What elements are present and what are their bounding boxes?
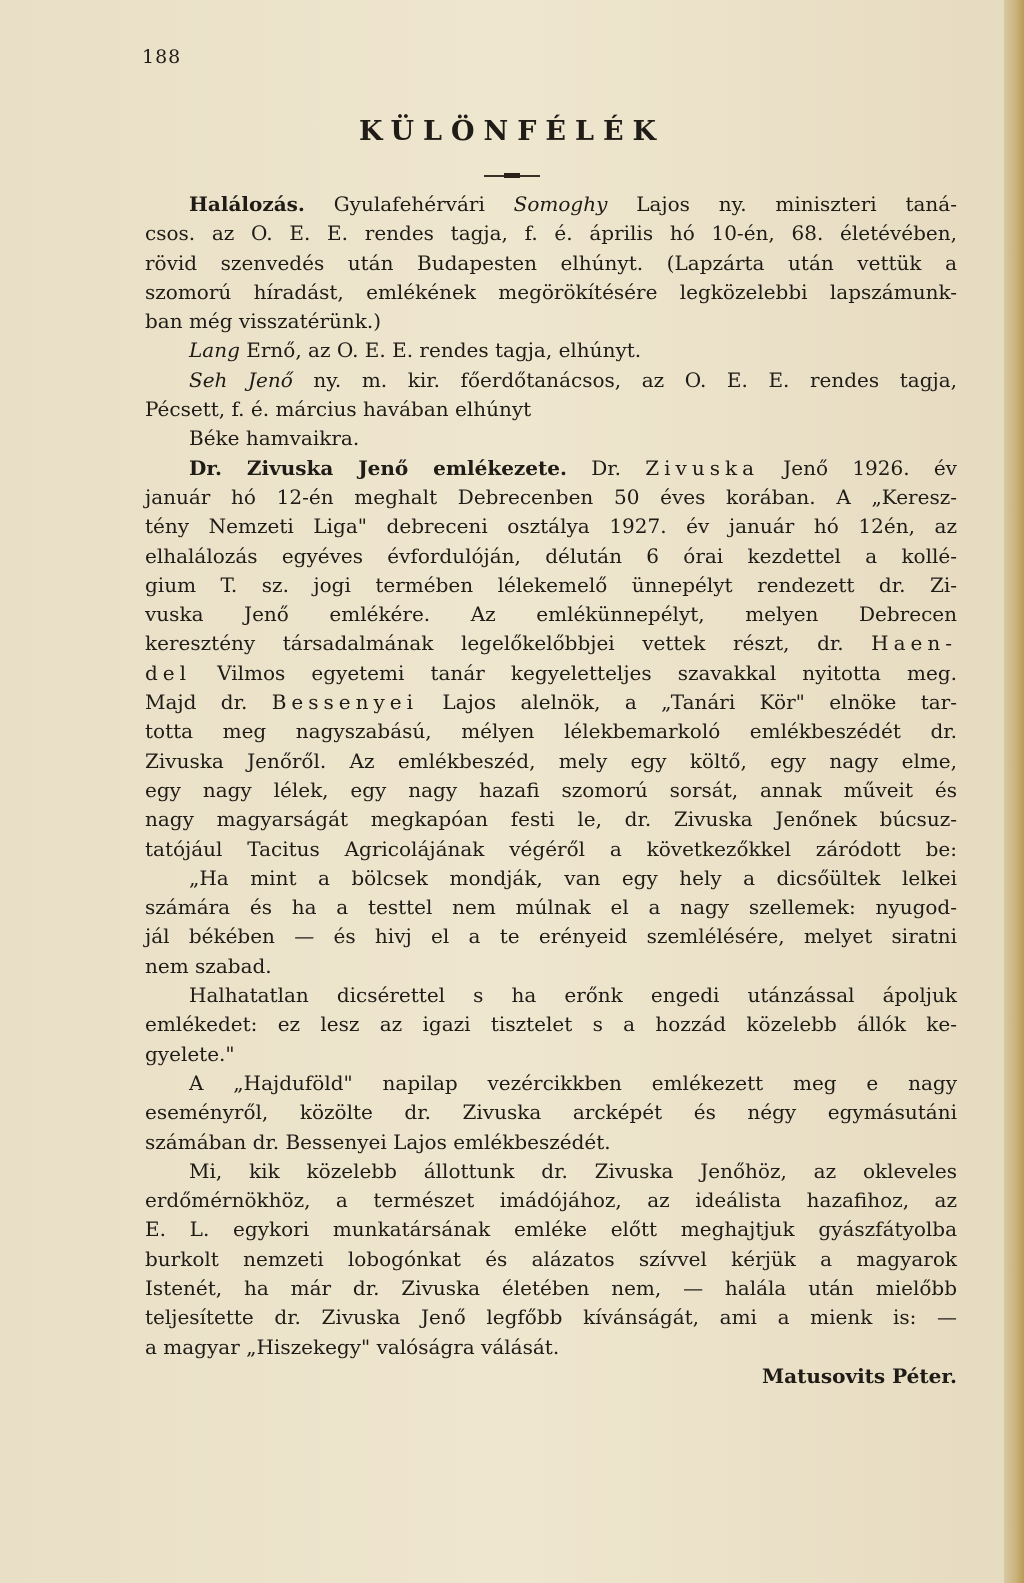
text-line: Mi, kik közelebb állottunk dr. Zivuska Jenőhöz, az okleveles	[189, 1158, 957, 1183]
text-line	[145, 336, 957, 365]
text-line: Béke hamvaikra.	[189, 426, 360, 451]
page-number: 188	[142, 46, 182, 68]
text-span: del	[145, 660, 192, 685]
text-line: tatójául Tacitus Agricolájának végéről a következőkkel záródott be:	[145, 836, 957, 861]
quote-line: nem szabad.	[145, 953, 272, 978]
quote-line: számára és ha a testtel nem múlnak el a nagy szellemek: nyugod-	[145, 895, 957, 920]
person-name: Somoghy	[513, 192, 608, 216]
text-line: totta meg nagyszabású, mélyen lélekbemarkoló emlékbeszédét dr.	[145, 719, 957, 744]
text-span: ny. m. kir. főerdőtanácsos, az O. E. E. rendes tagja,	[292, 367, 957, 392]
section-title-death: Halálozás.	[189, 192, 305, 216]
heading-ornament	[484, 175, 540, 177]
quote-line: emlékedet: ez lesz az igazi tisztelet s a hozzád közelebb állók ke-	[145, 1012, 957, 1037]
text-line: eseményről, közölte dr. Zivuska arcképét és négy egymásutáni	[145, 1100, 957, 1125]
text-span: Lajos alelnök, a „Tanári Kör" elnöke tar-	[418, 690, 957, 715]
text-span: Jenő 1926. év	[759, 455, 957, 480]
text-span: Zivuska	[645, 455, 760, 480]
text-line: a magyar „Hiszekegy" valóságra válását.	[145, 1334, 560, 1359]
text-line: számában dr. Bessenyei Lajos emlékbeszédét.	[145, 1129, 611, 1154]
text-line	[145, 629, 957, 658]
text-line: ban még visszatérünk.)	[145, 309, 382, 334]
article-body	[145, 190, 957, 1391]
page-heading: KÜLÖNFÉLÉK	[358, 116, 665, 147]
quote-line: „Ha mint a bölcsek mondják, van egy hely a dicsőültek lelkei	[189, 865, 957, 890]
text-line: elhalálozás egyéves évfordulóján, délután 6 órai kezdettel a kollé-	[145, 543, 957, 568]
text-span: Vilmos egyetemi tanár kegyeletteljes szavakkal nyitotta meg.	[191, 660, 957, 685]
text-line: rövid szenvedés után Budapesten elhúnyt. (Lapzárta után vettük a	[145, 250, 957, 275]
text-line: január hó 12-én meghalt Debrecenben 50 éves korában. A „Keresz-	[145, 484, 957, 509]
text-line	[145, 190, 957, 219]
text-span: Bessenyei	[271, 690, 419, 715]
person-name: Seh Jenő	[189, 367, 293, 392]
text-line: teljesítette dr. Zivuska Jenő legfőbb kívánságát, ami a mienk is: —	[145, 1305, 957, 1330]
text-line: burkolt nemzeti lobogónkat és alázatos szívvel kérjük a magyarok	[145, 1246, 957, 1271]
text-line: vuska Jenő emlékére. Az emlékünnepélyt, melyen Debrecen	[145, 602, 957, 627]
text-span: Dr.	[566, 455, 646, 480]
text-line: tény Nemzeti Liga" debreceni osztálya 1927. év január hó 12én, az	[145, 514, 957, 539]
text-span: Ernő, az O. E. E. rendes tagja, elhúnyt.	[239, 338, 642, 363]
author-signature: Matusovits Péter.	[761, 1363, 957, 1388]
text-span: Majd dr.	[145, 690, 272, 715]
quote-line: gyelete."	[145, 1041, 235, 1066]
quote-line: jál békében — és hivj el a te erényeid szemlélésére, melyet siratni	[145, 924, 957, 949]
text-span: Lajos ny. miniszteri taná-	[607, 192, 957, 216]
text-span: keresztény társadalmának legelőkelőbbjei vettek részt, dr.	[145, 631, 872, 656]
text-line: Zivuska Jenőről. Az emlékbeszéd, mely egy költő, egy nagy elme,	[145, 748, 957, 773]
text-line	[145, 688, 957, 717]
text-line: A „Hajduföld" napilap vezércikkben emlékezett meg e nagy	[189, 1070, 957, 1095]
text-line: egy nagy lélek, egy nagy hazafi szomorú sorsát, annak műveit és	[145, 777, 957, 802]
person-name: Lang	[189, 338, 240, 363]
text-span: Haen-	[871, 631, 957, 656]
text-span: Gyulafehérvári	[304, 192, 514, 216]
text-line	[145, 454, 957, 483]
text-line: erdőmérnökhöz, a természet imádójához, az ideálista hazafihoz, az	[145, 1188, 957, 1213]
text-line: E. L. egykori munkatársának emléke előtt meghajtjuk gyászfátyolba	[145, 1217, 957, 1242]
text-line: nagy magyarságát megkapóan festi le, dr. Zivuska Jenőnek búcsuz-	[145, 807, 957, 832]
section-title-memorial: Dr. Zivuska Jenő emlékezete.	[189, 455, 567, 480]
text-line: szomorú híradást, emlékének megörökítésére legközelebbi lapszámunk-	[145, 279, 957, 304]
text-line	[145, 659, 957, 688]
quote-line: Halhatatlan dicsérettel s ha erőnk engedi utánzással ápoljuk	[189, 983, 957, 1008]
text-line	[145, 366, 957, 395]
text-line: csos. az O. E. E. rendes tagja, f. é. április hó 10-én, 68. életévében,	[145, 221, 957, 246]
page-edge	[1004, 0, 1024, 1583]
text-line: Istenét, ha már dr. Zivuska életében nem, — halála után mielőbb	[145, 1275, 957, 1300]
text-line: gium T. sz. jogi termében lélekemelő ünnepélyt rendezett dr. Zi-	[145, 572, 957, 597]
text-line: Pécsett, f. é. március havában elhúnyt	[145, 397, 532, 422]
